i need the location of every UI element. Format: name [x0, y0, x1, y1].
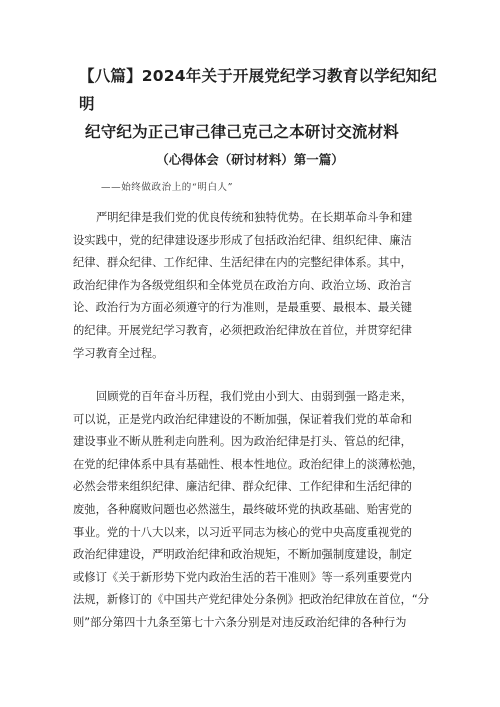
paragraph-line: 政治纪律作为各级党组织和全体党员在政治方向、政治立场、政治言 — [73, 278, 412, 292]
paragraph-line: 纪律、群众纪律、工作纪律、生活纪律在内的完整纪律体系。其中， — [73, 256, 412, 270]
paragraph-line: 在党的纪律体系中具有基础性、根本性地位。政治纪律上的淡薄松弛， — [73, 457, 424, 471]
paragraph-line: 严明纪律是我们党的优良传统和独特优势。在长期革命斗争和建 — [96, 211, 413, 224]
paragraph-2 — [73, 386, 431, 635]
paragraph-line: 建设事业不断从胜利走向胜利。因为政治纪律是打头、管总的纪律， — [73, 435, 412, 449]
paragraph-line: 可以说，正是党内政治纪律建设的不断加强，保证着我们党的革命和 — [73, 412, 412, 426]
paragraph-line: 必然会带来组织纪律、廉洁纪律、群众纪律、工作纪律和生活纪律的 — [73, 480, 412, 494]
title-line-1: 【八篇】2024年关于开展党纪学习教育以学纪知纪明 — [79, 67, 437, 113]
paragraph-line: 废弛，各种腐败问题也必然滋生，最终破坏党的执政基础、贻害党的 — [73, 502, 412, 516]
section-heading: （心得体会（研讨材料）第一篇） — [156, 152, 344, 167]
paragraph-line: 则”部分第四十九条至第七十六条分别是对违反政治纪律的各种行为 — [73, 615, 407, 629]
document-title — [79, 62, 451, 146]
paragraph-line: 回顾党的百年奋斗历程，我们党由小到大、由弱到强一路走来， — [96, 390, 413, 403]
paragraph-line: 法规，新修订的《中国共产党纪律处分条例》把政治纪律放在首位，“分 — [73, 593, 430, 607]
title-line-2: 纪守纪为正己审己律己克己之本研讨交流材料 — [85, 123, 400, 141]
paragraph-1 — [73, 207, 431, 365]
paragraph-line: 事业。党的十八大以来，以习近平同志为核心的党中央高度重视党的 — [73, 525, 412, 539]
paragraph-line: 设实践中，党的纪律建设逐步形成了包括政治纪律、组织纪律、廉洁 — [73, 233, 412, 247]
paragraph-line: 的纪律。开展党纪学习教育，必须把政治纪律放在首位，并贯穿纪律 — [73, 323, 412, 337]
paragraph-line: 或修订《关于新形势下党内政治生活的若干准则》等一系列重要党内 — [73, 570, 412, 584]
paragraph-line: 学习教育全过程。 — [73, 346, 164, 360]
paragraph-line: 论、政治行为方面必须遵守的行为准则，是最重要、最根本、最关键 — [73, 301, 412, 315]
paragraph-line: 政治纪律建设，严明政治纪律和政治规矩，不断加强制度建设，制定 — [73, 548, 412, 562]
epigraph: ——始终做政治上的“明白人” — [101, 182, 234, 193]
